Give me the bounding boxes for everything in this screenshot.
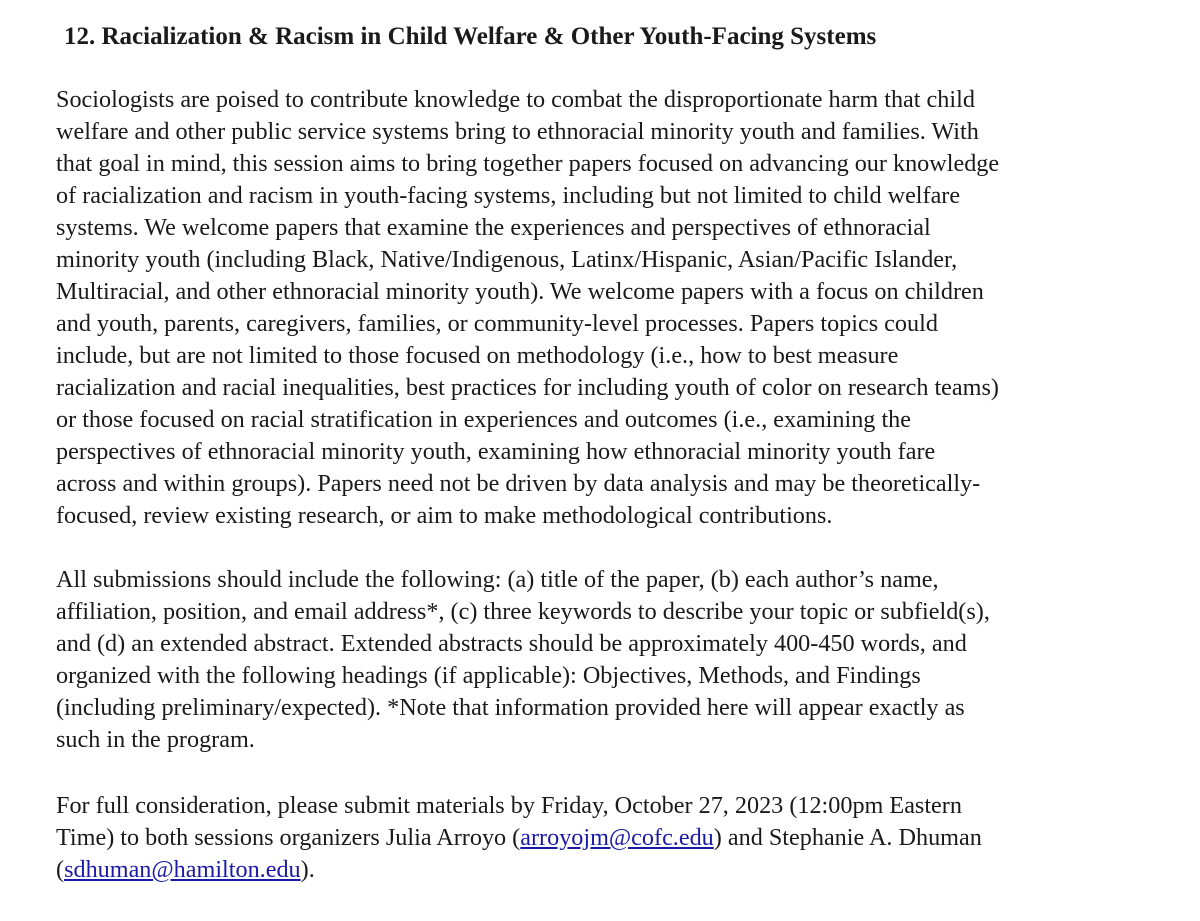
text-line: Multiracial, and other ethnoracial minority youth). We welcome papers with a focus on children xyxy=(56,278,984,305)
section-title: Racialization & Racism in Child Welfare & Other Youth-Facing Systems xyxy=(101,23,877,50)
text-fragment: ). xyxy=(300,856,315,883)
text-line xyxy=(56,854,982,886)
text-line: For full consideration, please submit materials by Friday, October 27, 2023 (12:00pm Eastern xyxy=(56,792,962,819)
session-description-paragraph xyxy=(56,84,999,532)
text-line: focused, review existing research, or aim to make methodological contributions. xyxy=(56,502,833,529)
text-line: systems. We welcome papers that examine the experiences and perspectives of ethnoracial xyxy=(56,214,931,241)
text-line: minority youth (including Black, Native/Indigenous, Latinx/Hispanic, Asian/Pacific Islander, xyxy=(56,246,958,273)
text-line: (including preliminary/expected). *Note that information provided here will appear exactly as xyxy=(56,694,965,721)
text-line: affiliation, position, and email address*, (c) three keywords to describe your topic or subfield(s), xyxy=(56,598,990,625)
text-line: include, but are not limited to those focused on methodology (i.e., how to best measure xyxy=(56,342,899,369)
text-line: racialization and racial inequalities, best practices for including youth of color on research teams) xyxy=(56,374,999,401)
text-line: Sociologists are poised to contribute knowledge to combat the disproportionate harm that child xyxy=(56,86,975,113)
text-line: and (d) an extended abstract. Extended abstracts should be approximately 400-450 words, and xyxy=(56,630,967,657)
text-line: welfare and other public service systems bring to ethnoracial minority youth and families. With xyxy=(56,118,979,145)
text-line: across and within groups). Papers need not be driven by data analysis and may be theoretically- xyxy=(56,470,981,497)
submission-requirements-paragraph xyxy=(56,564,990,756)
deadline-contact-paragraph xyxy=(56,790,982,886)
text-line: that goal in mind, this session aims to bring together papers focused on advancing our knowledge xyxy=(56,150,1000,177)
text-fragment: ) and Stephanie A. Dhuman xyxy=(713,824,982,851)
text-line xyxy=(56,822,982,854)
text-line: of racialization and racism in youth-facing systems, including but not limited to child welfare xyxy=(56,182,961,209)
email-link-arroyo[interactable]: arroyojm@cofc.edu xyxy=(520,824,714,851)
text-fragment: Time) to both sessions organizers Julia Arroyo ( xyxy=(56,824,521,851)
text-line: and youth, parents, caregivers, families, or community-level processes. Papers topics could xyxy=(56,310,938,337)
text-line: or those focused on racial stratification in experiences and outcomes (i.e., examining the xyxy=(56,406,911,433)
text-line: All submissions should include the following: (a) title of the paper, (b) each author’s name, xyxy=(56,566,939,593)
text-fragment: ( xyxy=(56,856,65,883)
section-heading xyxy=(64,20,876,54)
email-link-dhuman[interactable]: sdhuman@hamilton.edu xyxy=(64,856,301,883)
text-line: organized with the following headings (if applicable): Objectives, Methods, and Findings xyxy=(56,662,921,689)
section-number: 12. xyxy=(64,23,96,50)
text-line: perspectives of ethnoracial minority youth, examining how ethnoracial minority youth fare xyxy=(56,438,936,465)
text-line: such in the program. xyxy=(56,726,255,753)
